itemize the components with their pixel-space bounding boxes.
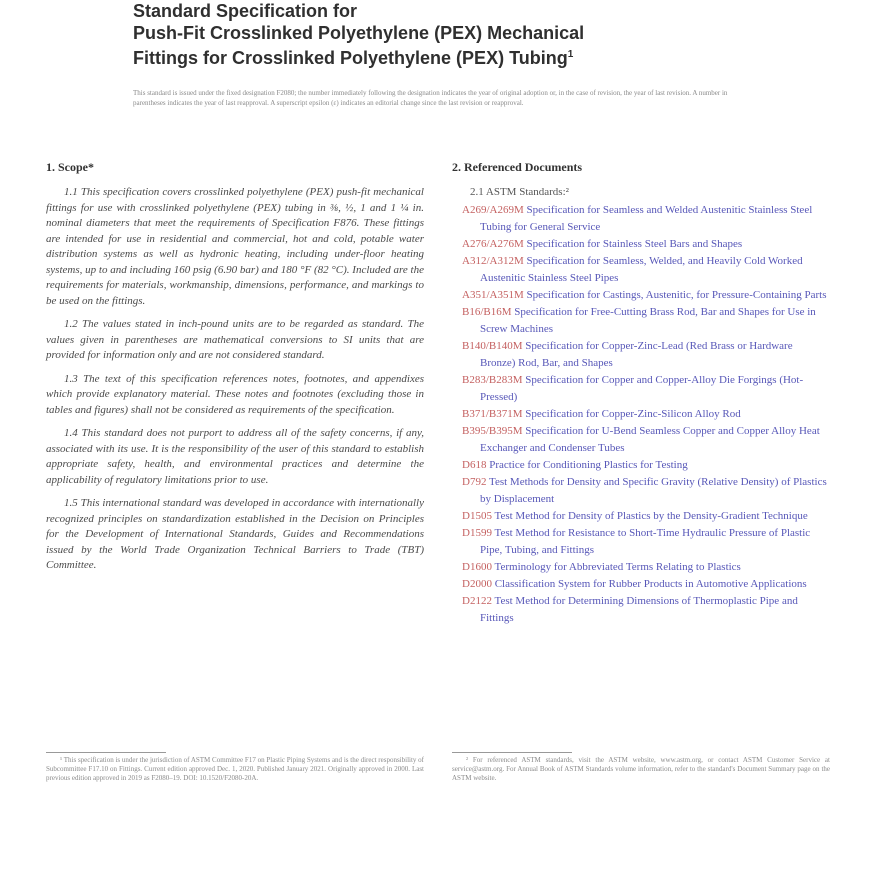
footnote-right: ² For referenced ASTM standards, visit the ASTM website, www.astm.org, or contact ASTM Customer Service at service@astm.org. For Annual Book of ASTM Standards volume information, refer to the standard's Document Summary page on the ASTM website. bbox=[452, 756, 830, 782]
reference-designation-link[interactable]: A276/A276M bbox=[462, 238, 524, 250]
reference-item[interactable] bbox=[462, 287, 830, 304]
reference-item[interactable] bbox=[462, 457, 830, 474]
reference-designation-link[interactable]: D1599 bbox=[462, 527, 492, 539]
reference-item[interactable] bbox=[462, 576, 830, 593]
reference-title-link[interactable]: Classification System for Rubber Products in Automotive Applications bbox=[494, 578, 807, 590]
reference-item[interactable] bbox=[462, 508, 830, 525]
reference-designation-link[interactable]: B283/B283M bbox=[462, 374, 523, 386]
reference-item[interactable] bbox=[462, 423, 830, 457]
scope-paragraph: 1.4 This standard does not purport to address all of the safety concerns, if any, associated with its use. It is the responsibility of the user of this standard to establish appropriate safety, health, and environmental practices and determine the applicability of regulatory limitations prior to use. bbox=[46, 427, 424, 486]
reference-designation-link[interactable]: D2122 bbox=[462, 595, 492, 607]
reference-title-link[interactable]: Specification for Seamless and Welded Austenitic Stainless Steel Tubing for General Service bbox=[480, 204, 813, 233]
reference-item[interactable] bbox=[462, 406, 830, 423]
reference-title-link[interactable]: Specification for Seamless, Welded, and Heavily Cold Worked Austenitic Stainless Steel Pipes bbox=[480, 255, 803, 284]
reference-item[interactable] bbox=[462, 253, 830, 287]
reference-item[interactable] bbox=[462, 372, 830, 406]
right-column bbox=[452, 160, 830, 627]
reference-title-link[interactable]: Specification for U-Bend Seamless Copper and Copper Alloy Heat Exchanger and Condenser Tubes bbox=[480, 425, 820, 454]
reference-title-link[interactable]: Practice for Conditioning Plastics for Testing bbox=[489, 459, 688, 471]
reference-item[interactable] bbox=[462, 236, 830, 253]
reference-title-link[interactable]: Test Methods for Density and Specific Gravity (Relative Density) of Plastics by Displacement bbox=[480, 476, 827, 505]
scope-paragraph: 1.3 The text of this specification references notes, footnotes, and appendixes which provide explanatory material. These notes and footnotes (excluding those in tables and figures) shall not be considered as requirements of the specification. bbox=[46, 372, 424, 416]
footnote-left: ¹ This specification is under the jurisdiction of ASTM Committee F17 on Plastic Piping Systems and is the direct responsibility of Subcommittee F17.10 on Fittings. Current edition approved Dec. 1, 2020. Published January 2021. Originally approved in 2000. Last previous edition approved in 2019 as F2080–19. DOI: 10.1520/F2080-20A. bbox=[46, 756, 424, 782]
title-line-3-text: Fittings for Crosslinked Polyethylene (PEX) Tubing bbox=[133, 48, 568, 68]
reference-title-link[interactable]: Specification for Copper and Copper-Alloy Die Forgings (Hot-Pressed) bbox=[480, 374, 804, 403]
scope-paragraph: 1.1 This specification covers crosslinked polyethylene (PEX) push-fit mechanical fittings for use with crosslinked polyethylene (PEX) tubing in ⅜, ½, 1 and 1 ¼ in. nominal diameters that meet the requirements of Specification F876. These fittings are intended for use in residential and commercial, hot and cold, potable water distribution systems as well as hydronic heating, including under-floor heating systems, up to and including 160 psig (6.90 bar) and 180 °F (82 °C). Included are the requirements for materials, workmanship, dimensions, performance, and markings to be used on the fittings. bbox=[46, 186, 424, 307]
reference-designation-link[interactable]: D1505 bbox=[462, 510, 492, 522]
scope-paragraph: 1.5 This international standard was developed in accordance with internationally recognized principles on standardization established in the Decision on Principles for the Development of International Standards, Guides and Recommendations issued by the World Trade Organization Technical Barriers to Trade (TBT) Committee. bbox=[46, 497, 424, 571]
left-column bbox=[46, 160, 424, 582]
footnote-divider-left bbox=[46, 752, 166, 753]
reference-designation-link[interactable]: B371/B371M bbox=[462, 408, 523, 420]
reference-designation-link[interactable]: A351/A351M bbox=[462, 289, 524, 301]
referenced-documents-heading: 2. Referenced Documents bbox=[452, 160, 583, 174]
reference-title-link[interactable]: Specification for Castings, Austenitic, for Pressure-Containing Parts bbox=[526, 289, 827, 301]
reference-title-link[interactable]: Test Method for Density of Plastics by the Density-Gradient Technique bbox=[494, 510, 808, 522]
reference-item[interactable] bbox=[462, 593, 830, 627]
reference-title-link[interactable]: Test Method for Resistance to Short-Time Hydraulic Pressure of Plastic Pipe, Tubing, and Fittings bbox=[480, 527, 811, 556]
reference-designation-link[interactable]: D618 bbox=[462, 459, 487, 471]
reference-designation-link[interactable]: A269/A269M bbox=[462, 204, 524, 216]
reference-item[interactable] bbox=[462, 559, 830, 576]
reference-designation-link[interactable]: B395/B395M bbox=[462, 425, 523, 437]
reference-title-link[interactable]: Terminology for Abbreviated Terms Relating to Plastics bbox=[494, 561, 741, 573]
reference-title-link[interactable]: Specification for Copper-Zinc-Silicon Alloy Rod bbox=[525, 408, 741, 420]
title-line-1: Standard Specification for bbox=[133, 1, 358, 21]
reference-designation-link[interactable]: D2000 bbox=[462, 578, 492, 590]
reference-item[interactable] bbox=[462, 338, 830, 372]
reference-title-link[interactable]: Specification for Stainless Steel Bars and Shapes bbox=[526, 238, 743, 250]
title-line-3 bbox=[133, 44, 773, 69]
reference-title-link[interactable]: Specification for Free-Cutting Brass Rod, Bar and Shapes for Use in Screw Machines bbox=[480, 306, 816, 335]
reference-item[interactable] bbox=[462, 304, 830, 338]
document-title bbox=[133, 0, 773, 69]
standard-designation-note: This standard is issued under the fixed designation F2080; the number immediately following the designation indicates the year of original adoption or, in the case of revision, the year of last revision. A number in parentheses indicates the year of last reapproval. A superscript epsilon (ε) indicates an editorial change since the last revision or reapproval. bbox=[133, 89, 728, 107]
reference-designation-link[interactable]: B16/B16M bbox=[462, 306, 512, 318]
reference-designation-link[interactable]: D792 bbox=[462, 476, 487, 488]
footnote-divider-right bbox=[452, 752, 572, 753]
reference-designation-link[interactable]: D1600 bbox=[462, 561, 492, 573]
reference-title-link[interactable]: Specification for Copper-Zinc-Lead (Red Brass or Hardware Bronze) Rod, Bar, and Shapes bbox=[480, 340, 793, 369]
reference-title-link[interactable]: Test Method for Determining Dimensions of Thermoplastic Pipe and Fittings bbox=[480, 595, 798, 624]
scope-heading: 1. Scope* bbox=[46, 160, 94, 174]
reference-item[interactable] bbox=[462, 474, 830, 508]
title-line-2: Push-Fit Crosslinked Polyethylene (PEX) Mechanical bbox=[133, 23, 585, 43]
scope-paragraph: 1.2 The values stated in inch-pound units are to be regarded as standard. The values given in parentheses are mathematical conversions to SI units that are provided for information only and are not considered standard. bbox=[46, 318, 424, 361]
reference-item[interactable] bbox=[462, 202, 830, 236]
reference-designation-link[interactable]: B140/B140M bbox=[462, 340, 523, 352]
reference-designation-link[interactable]: A312/A312M bbox=[462, 255, 524, 267]
title-footnote-mark: 1 bbox=[567, 49, 574, 60]
reference-item[interactable] bbox=[462, 525, 830, 559]
astm-standards-subheading: 2.1 ASTM Standards:² bbox=[470, 186, 569, 198]
